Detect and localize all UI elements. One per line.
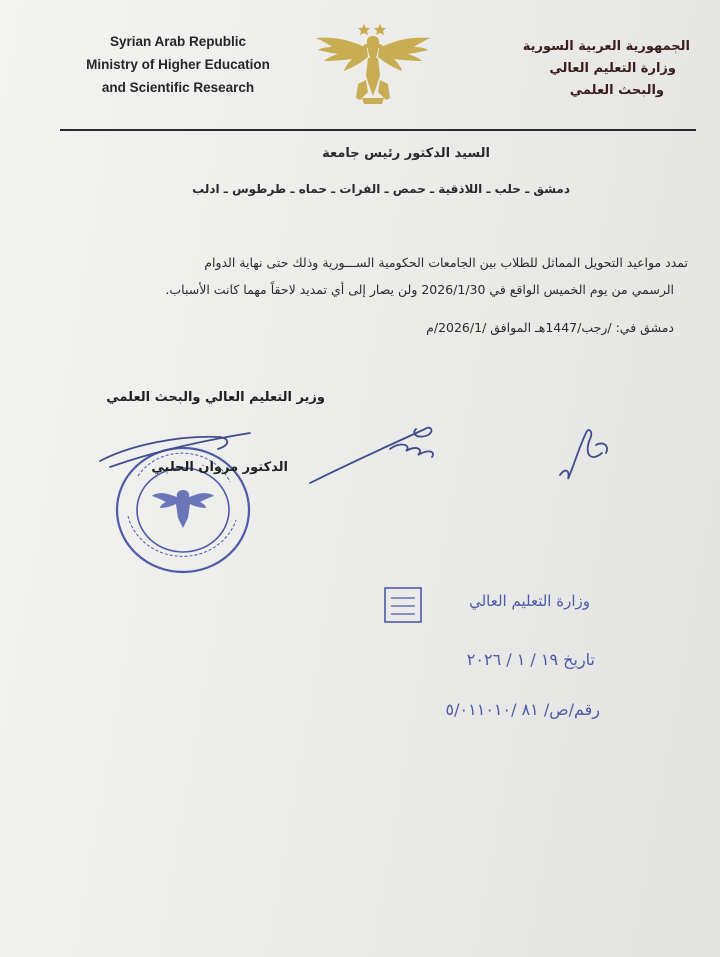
registry-date: تاريخ ١٩ / ١ / ٢٠٢٦ xyxy=(466,650,595,669)
header-divider xyxy=(60,129,696,131)
body-line-2: الرسمي من يوم الخميس الواقع في 2026/1/30 ولن يصار إلى أي تمديد لاحقاً مهما كانت الأسباب. xyxy=(165,282,674,297)
letterhead-arabic xyxy=(470,36,690,102)
date-line: دمشق في: /رجب/1447هـ الموافق /2026/1/م xyxy=(426,320,674,335)
letterhead-ar-line-3: والبحث العلمي xyxy=(569,83,664,98)
letterhead-en-line-3: and Scientific Research xyxy=(101,80,255,95)
minister-title: وزير التعليم العالي والبحث العلمي xyxy=(106,390,325,405)
recipient-cities: دمشق ـ حلب ـ اللاذقية ـ حمص ـ الفرات ـ حماه ـ طرطوس ـ ادلب xyxy=(192,182,570,196)
syrian-eagle-emblem-icon xyxy=(312,22,434,106)
registry-number: رقم/ص/ ٨١ /٥/٠١١٠١٠ xyxy=(445,700,600,719)
ministry-logo-icon xyxy=(383,586,423,624)
letterhead-ar-line-2: وزارة التعليم العالي xyxy=(549,61,676,76)
letterhead-ar-line-1: الجمهورية العربية السورية xyxy=(522,39,690,54)
letterhead-en-line-1: Syrian Arab Republic xyxy=(109,34,247,49)
letterhead-english xyxy=(72,30,284,99)
letterhead-en-line-2: Ministry of Higher Education xyxy=(86,57,270,72)
body-line-1: تمدد مواعيد التحويل المماثل للطلاب بين الجامعات الحكومية الســـورية وذلك حتى نهاية الدوام xyxy=(204,255,688,270)
addressee: السيد الدكتور رئيس جامعة xyxy=(322,146,490,161)
registry-stamp-title: وزارة التعليم العالي xyxy=(469,592,590,610)
minister-name: الدكتور مروان الحلبي xyxy=(151,460,288,475)
